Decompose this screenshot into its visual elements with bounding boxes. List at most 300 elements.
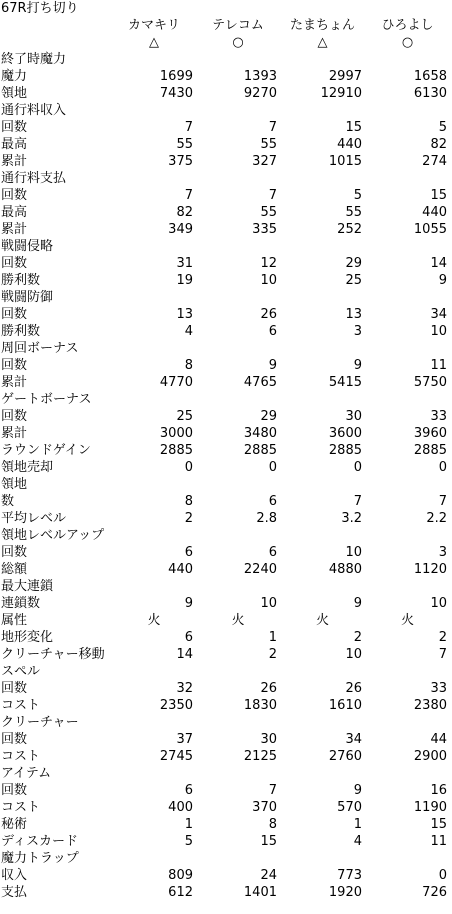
section-label: 領地レベルアップ bbox=[1, 528, 105, 543]
stat-value: 1 bbox=[184, 817, 193, 832]
stat-label: 回数 bbox=[1, 358, 28, 373]
stat-value: 11 bbox=[430, 834, 447, 849]
stat-value: 2900 bbox=[413, 749, 447, 764]
empty-cell bbox=[196, 850, 280, 867]
stat-value: 10 bbox=[260, 596, 277, 611]
player-name: テレコム bbox=[212, 18, 264, 33]
player-mark: ○ bbox=[401, 35, 414, 50]
empty-cell bbox=[280, 170, 365, 187]
section-header-row bbox=[0, 527, 450, 544]
stat-value: 19 bbox=[176, 273, 193, 288]
empty-cell bbox=[112, 340, 196, 357]
stat-value: 3600 bbox=[328, 426, 362, 441]
stat-value: 4 bbox=[353, 834, 362, 849]
stat-row bbox=[0, 187, 450, 204]
empty-cell bbox=[196, 51, 280, 68]
empty-cell bbox=[280, 578, 365, 595]
empty-cell bbox=[365, 340, 450, 357]
stat-value: 2760 bbox=[328, 749, 362, 764]
stat-value: 7 bbox=[268, 783, 277, 798]
stat-value: 773 bbox=[337, 868, 362, 883]
stat-value: 5 bbox=[438, 120, 447, 135]
stat-value: 55 bbox=[345, 205, 362, 220]
player-name: たまちょん bbox=[289, 18, 355, 33]
stat-value: 335 bbox=[252, 222, 277, 237]
stat-value: 1015 bbox=[328, 154, 362, 169]
empty-cell bbox=[280, 391, 365, 408]
section-label: ゲートボーナス bbox=[1, 392, 92, 407]
stat-label: 領地売却 bbox=[1, 460, 54, 475]
empty-cell bbox=[365, 289, 450, 306]
stat-value: 7 bbox=[268, 188, 277, 203]
stat-value: 26 bbox=[260, 681, 277, 696]
stat-value: 612 bbox=[168, 885, 193, 900]
empty-cell bbox=[196, 765, 280, 782]
stat-value: 44 bbox=[430, 732, 447, 747]
empty-cell bbox=[196, 391, 280, 408]
corner-cell bbox=[0, 34, 112, 51]
stat-label: 回数 bbox=[1, 188, 28, 203]
stat-label: 累計 bbox=[1, 426, 28, 441]
stat-value: 1120 bbox=[413, 562, 447, 577]
stat-row bbox=[0, 646, 450, 663]
stat-label: ディスカード bbox=[1, 834, 78, 849]
stat-label: 回数 bbox=[1, 256, 28, 271]
empty-cell bbox=[196, 527, 280, 544]
stat-row bbox=[0, 221, 450, 238]
stat-label: 総額 bbox=[1, 562, 28, 577]
empty-cell bbox=[112, 850, 196, 867]
stat-label: 累計 bbox=[1, 375, 28, 390]
stat-value: 7 bbox=[438, 647, 447, 662]
stat-value: 7430 bbox=[159, 86, 193, 101]
stat-label: 回数 bbox=[1, 307, 28, 322]
stat-value: 33 bbox=[430, 409, 447, 424]
stat-value: 7 bbox=[184, 120, 193, 135]
section-header-row bbox=[0, 238, 450, 255]
stat-value: 0 bbox=[268, 460, 277, 475]
stat-value: 440 bbox=[337, 137, 362, 152]
stat-value: 29 bbox=[260, 409, 277, 424]
stat-value: 15 bbox=[260, 834, 277, 849]
stat-value: 24 bbox=[260, 868, 277, 883]
stat-row bbox=[0, 306, 450, 323]
empty-cell bbox=[280, 289, 365, 306]
stat-row bbox=[0, 782, 450, 799]
stat-value: 2380 bbox=[413, 698, 447, 713]
empty-cell bbox=[280, 238, 365, 255]
stat-value: 16 bbox=[430, 783, 447, 798]
stat-label: 累計 bbox=[1, 154, 28, 169]
stat-value: 1190 bbox=[413, 800, 447, 815]
empty-cell bbox=[112, 238, 196, 255]
section-label: アイテム bbox=[1, 766, 52, 781]
stat-row bbox=[0, 408, 450, 425]
stat-value: 10 bbox=[345, 647, 362, 662]
stat-label: 支払 bbox=[1, 885, 28, 900]
stat-row bbox=[0, 459, 450, 476]
empty-cell bbox=[280, 51, 365, 68]
stat-value: 2240 bbox=[243, 562, 277, 577]
section-label: 最大連鎖 bbox=[1, 579, 54, 594]
section-header-row bbox=[0, 765, 450, 782]
section-label: 周回ボーナス bbox=[1, 341, 79, 356]
stat-value: 5750 bbox=[413, 375, 447, 390]
empty-cell bbox=[196, 714, 280, 731]
stat-value: 3480 bbox=[243, 426, 277, 441]
stat-row bbox=[0, 204, 450, 221]
stat-value: 55 bbox=[260, 137, 277, 152]
stat-value: 2 bbox=[438, 630, 447, 645]
stat-value: 7 bbox=[184, 188, 193, 203]
stat-value: 9 bbox=[438, 273, 447, 288]
section-label: 戦闘侵略 bbox=[1, 239, 54, 254]
section-header-row bbox=[0, 663, 450, 680]
stat-value: 3000 bbox=[159, 426, 193, 441]
stat-value: 3 bbox=[438, 545, 447, 560]
stat-value: 14 bbox=[176, 647, 193, 662]
stat-value: 14 bbox=[430, 256, 447, 271]
empty-cell bbox=[112, 391, 196, 408]
empty-cell bbox=[365, 102, 450, 119]
stat-value: 1 bbox=[268, 630, 277, 645]
stat-value: 2.8 bbox=[256, 511, 277, 526]
stat-value: 15 bbox=[430, 188, 447, 203]
stat-row bbox=[0, 612, 450, 629]
stat-value: 10 bbox=[345, 545, 362, 560]
stat-label: 最高 bbox=[1, 137, 28, 152]
stat-value: 274 bbox=[422, 154, 447, 169]
empty-cell bbox=[196, 238, 280, 255]
empty-cell bbox=[112, 578, 196, 595]
stat-row bbox=[0, 493, 450, 510]
section-header-row bbox=[0, 578, 450, 595]
empty-cell bbox=[280, 340, 365, 357]
stat-row bbox=[0, 680, 450, 697]
stat-value: 8 bbox=[184, 358, 193, 373]
stat-value: 33 bbox=[430, 681, 447, 696]
corner-cell bbox=[0, 17, 112, 34]
section-header-row bbox=[0, 340, 450, 357]
stat-value: 5 bbox=[184, 834, 193, 849]
empty-cell bbox=[365, 51, 450, 68]
stat-value: 0 bbox=[353, 460, 362, 475]
stat-value: 7 bbox=[353, 494, 362, 509]
section-header-row bbox=[0, 714, 450, 731]
section-header-row bbox=[0, 102, 450, 119]
section-header-row bbox=[0, 51, 450, 68]
stat-row bbox=[0, 510, 450, 527]
stat-row bbox=[0, 153, 450, 170]
stat-value: 0 bbox=[438, 868, 447, 883]
section-header-row bbox=[0, 476, 450, 493]
empty-cell bbox=[280, 850, 365, 867]
stat-value: 1699 bbox=[159, 69, 193, 84]
stat-label: 回数 bbox=[1, 783, 28, 798]
empty-cell bbox=[196, 289, 280, 306]
stat-row bbox=[0, 119, 450, 136]
empty-cell bbox=[196, 476, 280, 493]
stat-value: 440 bbox=[422, 205, 447, 220]
stat-value: 2125 bbox=[243, 749, 277, 764]
stat-value: 2 bbox=[184, 511, 193, 526]
stat-value: 8 bbox=[184, 494, 193, 509]
stat-value: 2885 bbox=[413, 443, 447, 458]
stat-value: 34 bbox=[345, 732, 362, 747]
stat-value: 2350 bbox=[159, 698, 193, 713]
empty-cell bbox=[196, 340, 280, 357]
stat-row bbox=[0, 816, 450, 833]
stat-row bbox=[0, 884, 450, 901]
stat-row bbox=[0, 68, 450, 85]
stat-row bbox=[0, 255, 450, 272]
stat-value: 1393 bbox=[243, 69, 277, 84]
stat-row bbox=[0, 272, 450, 289]
stat-label: 属性 bbox=[1, 613, 28, 628]
stat-value: 1920 bbox=[328, 885, 362, 900]
empty-cell bbox=[280, 527, 365, 544]
stat-value: 6 bbox=[184, 545, 193, 560]
stat-value: 4770 bbox=[159, 375, 193, 390]
stat-value: 252 bbox=[337, 222, 362, 237]
empty-cell bbox=[196, 578, 280, 595]
empty-cell bbox=[365, 714, 450, 731]
player-mark-row bbox=[0, 34, 450, 51]
stat-value: 30 bbox=[260, 732, 277, 747]
stat-label: 累計 bbox=[1, 222, 28, 237]
stat-value: 13 bbox=[176, 307, 193, 322]
stat-label: 回数 bbox=[1, 681, 28, 696]
stat-value: 2.2 bbox=[426, 511, 447, 526]
empty-cell bbox=[365, 663, 450, 680]
stat-value: 37 bbox=[176, 732, 193, 747]
stat-row bbox=[0, 748, 450, 765]
stat-value: 2885 bbox=[159, 443, 193, 458]
empty-cell bbox=[196, 102, 280, 119]
stat-value: 30 bbox=[345, 409, 362, 424]
stat-value: 11 bbox=[430, 358, 447, 373]
stat-value: 4765 bbox=[243, 375, 277, 390]
player-mark: △ bbox=[149, 35, 159, 50]
stat-label: 魔力 bbox=[1, 69, 28, 84]
stat-value: 31 bbox=[176, 256, 193, 271]
stat-value: 2885 bbox=[328, 443, 362, 458]
stat-label: 領地 bbox=[1, 86, 28, 101]
stat-value: 1658 bbox=[413, 69, 447, 84]
stat-value: 32 bbox=[176, 681, 193, 696]
player-mark: ○ bbox=[232, 35, 244, 50]
stat-row bbox=[0, 867, 450, 884]
stat-value: 10 bbox=[260, 273, 277, 288]
empty-cell bbox=[112, 527, 196, 544]
empty-cell bbox=[112, 170, 196, 187]
stat-value: 1055 bbox=[413, 222, 447, 237]
stat-value: 1830 bbox=[243, 698, 277, 713]
section-header-row bbox=[0, 289, 450, 306]
empty-cell bbox=[196, 170, 280, 187]
empty-cell bbox=[365, 391, 450, 408]
stat-label: クリーチャー移動 bbox=[1, 647, 105, 662]
empty-cell bbox=[365, 765, 450, 782]
stat-row bbox=[0, 595, 450, 612]
stat-value: 4 bbox=[184, 324, 193, 339]
stat-value: 349 bbox=[168, 222, 193, 237]
section-header-row bbox=[0, 391, 450, 408]
stat-row bbox=[0, 374, 450, 391]
empty-cell bbox=[365, 238, 450, 255]
stat-row bbox=[0, 136, 450, 153]
stat-value: 440 bbox=[168, 562, 193, 577]
empty-cell bbox=[280, 476, 365, 493]
stat-row bbox=[0, 323, 450, 340]
section-label: クリーチャー bbox=[1, 715, 79, 730]
stat-label: 最高 bbox=[1, 205, 28, 220]
stat-value: 726 bbox=[422, 885, 447, 900]
empty-cell bbox=[112, 289, 196, 306]
stat-row bbox=[0, 629, 450, 646]
stat-value: 火 bbox=[231, 613, 245, 628]
empty-cell bbox=[112, 663, 196, 680]
stat-row bbox=[0, 442, 450, 459]
stat-label: 平均レベル bbox=[1, 511, 67, 526]
stat-value: 0 bbox=[184, 460, 193, 475]
stat-row bbox=[0, 561, 450, 578]
stat-label: 勝利数 bbox=[1, 273, 41, 288]
section-header-row bbox=[0, 850, 450, 867]
stat-value: 2745 bbox=[159, 749, 193, 764]
stat-value: 9 bbox=[353, 783, 362, 798]
empty-cell bbox=[365, 850, 450, 867]
empty-cell bbox=[365, 476, 450, 493]
empty-cell bbox=[365, 578, 450, 595]
stat-value: 15 bbox=[345, 120, 362, 135]
empty-cell bbox=[365, 527, 450, 544]
player-name: ひろよし bbox=[381, 18, 434, 33]
stat-value: 2 bbox=[268, 647, 277, 662]
stat-row bbox=[0, 544, 450, 561]
stat-value: 26 bbox=[260, 307, 277, 322]
stat-label: 回数 bbox=[1, 409, 28, 424]
stat-value: 2 bbox=[353, 630, 362, 645]
stat-value: 火 bbox=[315, 613, 329, 628]
stat-row bbox=[0, 799, 450, 816]
section-label: 終了時魔力 bbox=[1, 52, 67, 67]
stat-value: 82 bbox=[430, 137, 447, 152]
section-label: 戦闘防御 bbox=[1, 290, 54, 305]
stat-value: 5415 bbox=[328, 375, 362, 390]
player-name-row bbox=[0, 17, 450, 34]
stat-value: 2997 bbox=[328, 69, 362, 84]
stat-value: 3960 bbox=[413, 426, 447, 441]
stat-value: 4880 bbox=[328, 562, 362, 577]
stat-value: 5 bbox=[353, 188, 362, 203]
stat-value: 82 bbox=[176, 205, 193, 220]
stat-label: コスト bbox=[1, 749, 41, 764]
stat-value: 1610 bbox=[328, 698, 362, 713]
stat-value: 6 bbox=[268, 494, 277, 509]
stat-label: コスト bbox=[1, 800, 41, 815]
section-header-row bbox=[0, 170, 450, 187]
empty-cell bbox=[280, 102, 365, 119]
stat-value: 6 bbox=[268, 324, 277, 339]
stat-value: 25 bbox=[345, 273, 362, 288]
stat-label: 勝利数 bbox=[1, 324, 41, 339]
stat-value: 0 bbox=[438, 460, 447, 475]
stat-label: 回数 bbox=[1, 545, 28, 560]
stat-value: 55 bbox=[176, 137, 193, 152]
stat-value: 375 bbox=[168, 154, 193, 169]
stats-table-body bbox=[0, 17, 450, 901]
section-label: スペル bbox=[1, 664, 41, 679]
stat-row bbox=[0, 731, 450, 748]
stat-label: ラウンドゲイン bbox=[1, 443, 91, 458]
stat-label: 収入 bbox=[1, 868, 28, 883]
stat-row bbox=[0, 85, 450, 102]
stat-value: 8 bbox=[268, 817, 277, 832]
stat-value: 9 bbox=[353, 596, 362, 611]
stat-value: 3.2 bbox=[341, 511, 362, 526]
stat-label: 回数 bbox=[1, 732, 28, 747]
player-mark: △ bbox=[317, 35, 328, 50]
empty-cell bbox=[280, 663, 365, 680]
stat-value: 7 bbox=[268, 120, 277, 135]
stat-label: 数 bbox=[1, 494, 15, 509]
section-label: 魔力トラップ bbox=[1, 851, 79, 866]
stat-value: 3 bbox=[353, 324, 362, 339]
empty-cell bbox=[112, 476, 196, 493]
stat-value: 1401 bbox=[243, 885, 277, 900]
stat-value: 1 bbox=[353, 817, 362, 832]
stats-table bbox=[0, 17, 450, 901]
stat-value: 12910 bbox=[320, 86, 362, 101]
stat-value: 55 bbox=[260, 205, 277, 220]
section-label: 通行料収入 bbox=[1, 103, 67, 118]
stat-value: 7 bbox=[438, 494, 447, 509]
stat-value: 6 bbox=[184, 783, 193, 798]
stat-label: 連鎖数 bbox=[1, 596, 41, 611]
player-name: カマキリ bbox=[127, 18, 180, 33]
stat-value: 9270 bbox=[243, 86, 277, 101]
stat-value: 26 bbox=[345, 681, 362, 696]
empty-cell bbox=[196, 663, 280, 680]
empty-cell bbox=[280, 714, 365, 731]
empty-cell bbox=[112, 765, 196, 782]
section-label: 領地 bbox=[1, 477, 28, 492]
stat-value: 10 bbox=[430, 324, 447, 339]
stat-value: 10 bbox=[430, 596, 447, 611]
stat-value: 2885 bbox=[243, 443, 277, 458]
stat-row bbox=[0, 357, 450, 374]
stat-row bbox=[0, 833, 450, 850]
stat-value: 809 bbox=[168, 868, 193, 883]
stat-row bbox=[0, 425, 450, 442]
stat-label: 秘術 bbox=[1, 817, 28, 832]
stat-value: 9 bbox=[184, 596, 193, 611]
stat-value: 9 bbox=[353, 358, 362, 373]
empty-cell bbox=[365, 170, 450, 187]
stat-value: 29 bbox=[345, 256, 362, 271]
stat-value: 13 bbox=[345, 307, 362, 322]
page-title: 67R打ち切り bbox=[1, 1, 79, 16]
empty-cell bbox=[112, 102, 196, 119]
empty-cell bbox=[280, 765, 365, 782]
stat-value: 570 bbox=[337, 800, 362, 815]
section-label: 通行料支払 bbox=[1, 171, 67, 186]
stat-label: 回数 bbox=[1, 120, 28, 135]
stat-value: 9 bbox=[268, 358, 277, 373]
stat-value: 327 bbox=[252, 154, 277, 169]
stat-value: 15 bbox=[430, 817, 447, 832]
